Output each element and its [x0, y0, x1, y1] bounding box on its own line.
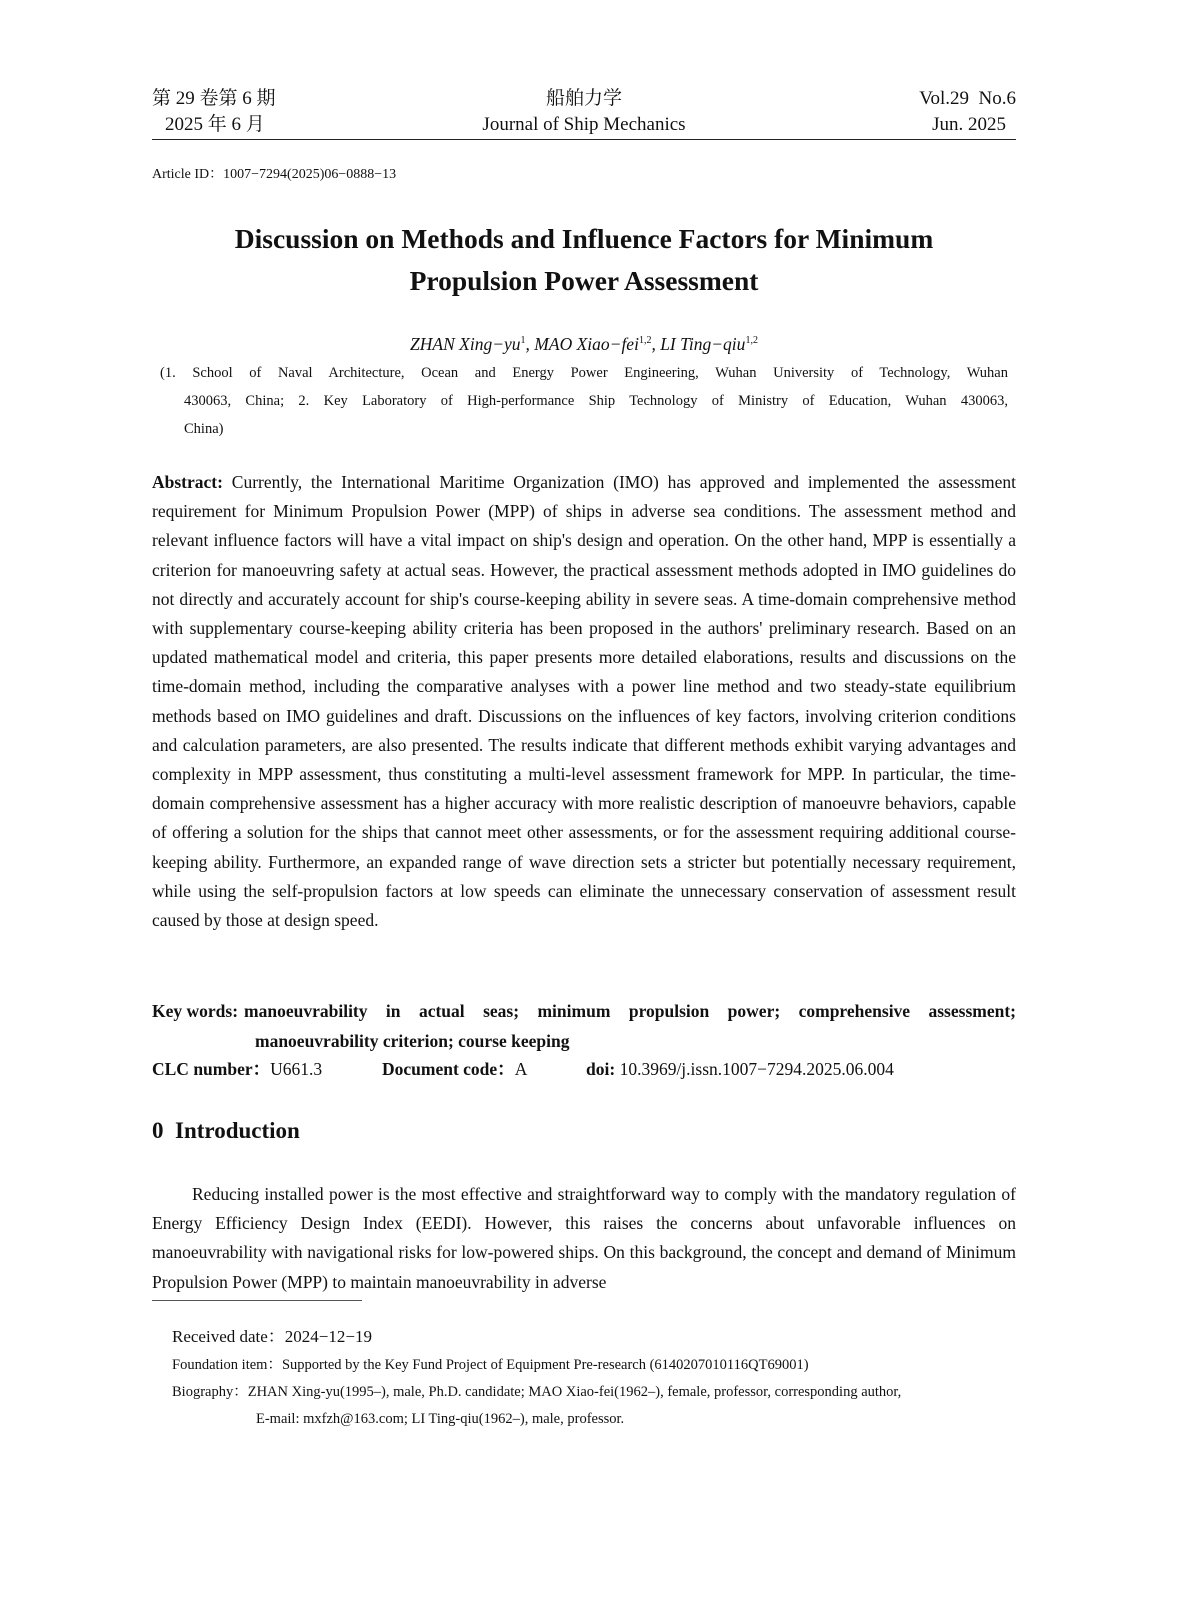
doi-group: [586, 1056, 894, 1082]
article-id: Article ID：1007−7294(2025)06−0888−13: [152, 167, 397, 182]
journal-title-cn: 船舶力学: [545, 88, 622, 109]
keywords: [152, 996, 1016, 1056]
date-en: Jun. 2025: [932, 114, 1006, 135]
biography-line1: Biography：ZHAN Xing-yu(1995–), male, Ph.D. candidate; MAO Xiao-fei(1962–), female, professor, corresponding author,: [172, 1384, 902, 1400]
paper-title-line2: Propulsion Power Assessment: [409, 265, 759, 296]
volume-cn: 第 29 卷第 6 期: [152, 88, 276, 109]
author-name: MAO Xiao−fei: [534, 333, 639, 354]
clc-group: [152, 1059, 322, 1079]
document-code-value: A: [514, 1059, 528, 1079]
paper-title-line1: Discussion on Methods and Influence Factors for Minimum: [234, 223, 934, 254]
received-date: Received date：2024−12−19: [172, 1327, 372, 1346]
header-rule: [152, 139, 1016, 140]
intro-paragraph: Reducing installed power is the most effective and straightforward way to comply with the mandatory regulation of Energy Efficiency Design Index (EEDI). However, this raises the concerns about unfavorable influences on manoeuvrability with navigational risks for low-powered ships. On this background, the concept and demand of Minimum Propulsion Power (MPP) to maintain manoeuvrability in adverse: [152, 1184, 1016, 1292]
author-affiliation-mark: 1: [520, 335, 526, 346]
section-title: Introduction: [175, 1118, 300, 1143]
author-name: LI Ting−qiu: [660, 333, 746, 354]
document-code-group: [382, 1056, 527, 1082]
author-affiliation-mark: 1,2: [745, 335, 758, 346]
volume-en: Vol.29 No.6: [919, 88, 1016, 109]
footnote-rule: [152, 1300, 362, 1301]
biography: [172, 1379, 1016, 1433]
document-code-label: Document code：: [382, 1059, 515, 1079]
affiliation-line: (1. School of Naval Architecture, Ocean and Energy Power Engineering, Wuhan University of Technology, Wuhan: [160, 365, 1008, 381]
keywords-label: Key words:: [152, 1001, 239, 1021]
foundation-item: Foundation item：Supported by the Key Fund Project of Equipment Pre-research (6140207010116QT69001): [172, 1357, 809, 1373]
author-affiliation-mark: 1,2: [638, 335, 652, 346]
abstract-text: Currently, the International Maritime Organization (IMO) has approved and implemented the assessment requirement for Minimum Propulsion Power (MPP) of ships in adverse sea conditions. The assessment method and relevant influence factors will have a vital impact on ship's design and operation. On the other hand, MPP is essentially a criterion for manoeuvring safety at actual seas. However, the practical assessment methods adopted in IMO guidelines do not directly and accurately account for ship's course-keeping ability in severe seas. A time-domain comprehensive method with supplementary course-keeping ability criteria has been proposed in the authors' preliminary research. Based on an updated mathematical model and criteria, this paper presents more detailed elaborations, results and discussions on the time-domain method, including the comparative analyses with a power line method and two steady-state equilibrium methods based on IMO guidelines and draft. Discussions on the influences of key factors, involving criterion conditions and calculation parameters, are also presented. The results indicate that different methods exhibit varying advantages and complexity in MPP assessment, thus constituting a multi-level assessment framework for MPP. In particular, the time-domain comprehensive assessment has a higher accuracy with more realistic description of manoeuvre behaviors, capable of offering a solution for the ships that cannot meet other assessments, or for the assessment requiring additional course-keeping ability. Furthermore, an expanded range of wave direction sets a stricter but potentially necessary requirement, while using the self-propulsion factors at low speeds can eliminate the unnecessary conservation of assessment result caused by those at design speed.: [152, 472, 1016, 931]
affiliation-line: 430063, China; 2. Key Laboratory of High-performance Ship Technology of Ministry of Education, Wuhan 430063,: [184, 393, 1008, 409]
doi-label: doi:: [586, 1059, 616, 1079]
author-name: ZHAN Xing−yu: [410, 333, 521, 354]
classification-line: [152, 1056, 1016, 1082]
abstract: [152, 468, 1016, 935]
doi-value: 10.3969/j.issn.1007−7294.2025.06.004: [619, 1059, 894, 1079]
section-heading: [152, 1116, 300, 1146]
abstract-label: Abstract:: [152, 472, 223, 492]
author-list: ZHAN $Xing-yu^1$, MAO Xiao−fei$^{1,2}$, LI Ting−qiu$^{1,2}$: [410, 333, 758, 354]
date-cn: 2025 年 6 月: [165, 114, 265, 135]
section-number: 0: [152, 1118, 164, 1143]
affiliation-line: China): [184, 421, 224, 437]
affiliations: [160, 359, 1008, 443]
journal-title-en: Journal of Ship Mechanics: [482, 114, 686, 135]
paper-title: [152, 218, 1016, 302]
biography-line2: E-mail: mxfzh@163.com; LI Ting-qiu(1962–), male, professor.: [256, 1411, 625, 1427]
keywords-line1: manoeuvrability in actual seas; minimum propulsion power; comprehensive assessment;: [244, 1001, 1016, 1021]
clc-label: CLC number：: [152, 1059, 271, 1079]
keywords-line2: manoeuvrability criterion; course keeping: [255, 1031, 570, 1051]
clc-value: U661.3: [270, 1059, 323, 1079]
